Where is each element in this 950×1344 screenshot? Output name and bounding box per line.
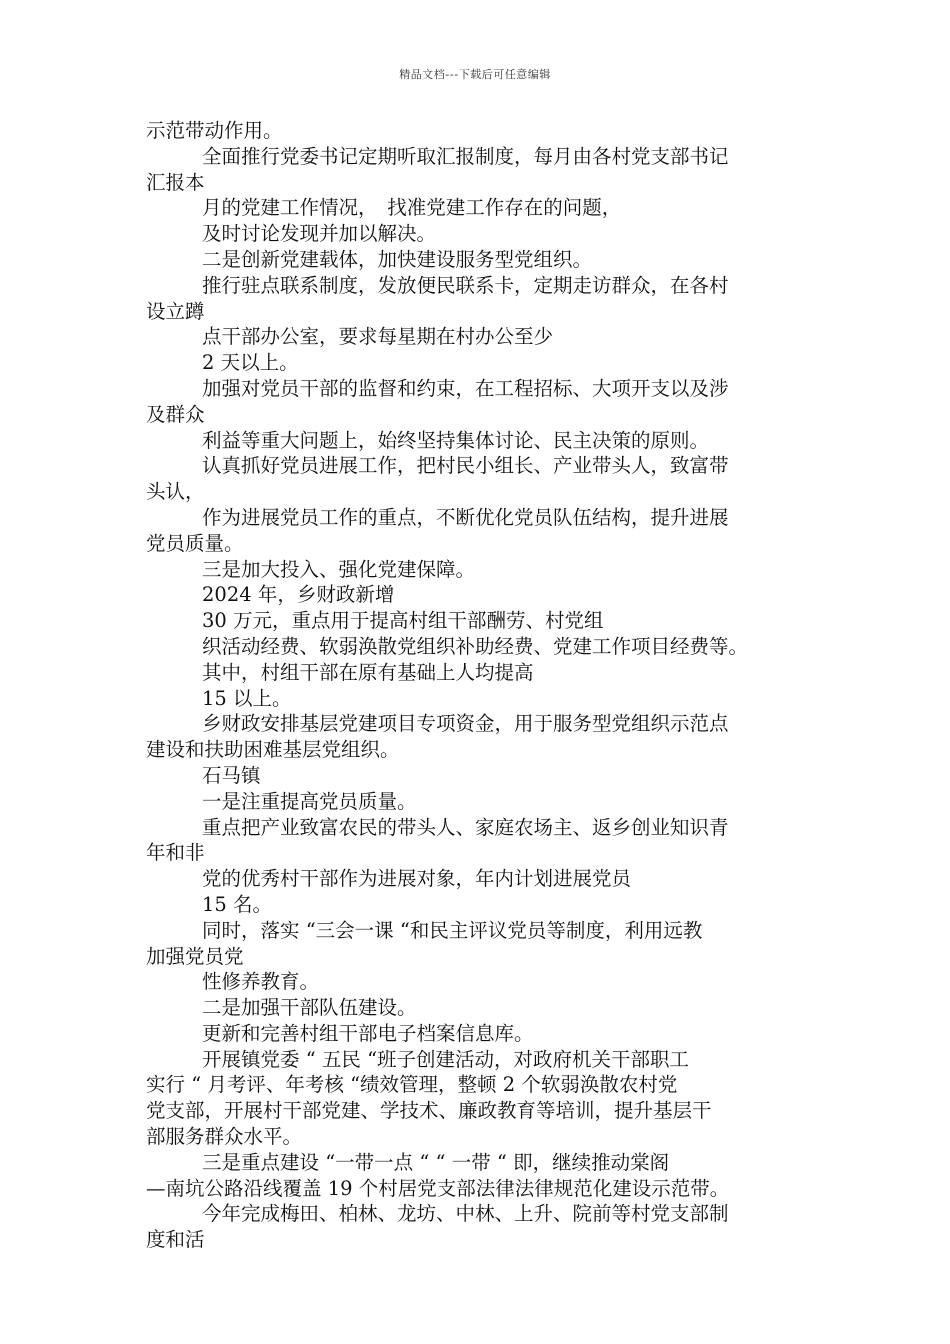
text-line: 二是加强干部队伍建设。 [202,996,417,1020]
text-line: —南坑公路沿线覆盖 19 个村居党支部法律法律规范化建设示范带。 [146,1176,730,1200]
page-header: 精品文档---下载后可任意编辑 [399,68,551,81]
text-line: 2024 年，乡财政新增 [202,583,395,607]
text-line: 15 以上。 [202,686,292,710]
text-line: 性修养教育。 [202,970,320,994]
text-line: 乡财政安排基层党建项目专项资金，用于服务型党组织示范点 [202,712,729,736]
text-line: 石马镇 [202,763,261,787]
text-line: 推行驻点联系制度，发放便民联系卡，定期走访群众，在各村 [202,273,729,297]
text-line: 二是创新党建载体，加快建设服务型党组织。 [202,247,593,271]
text-line: 加强对党员干部的监督和约束，在工程招标、大项开支以及涉 [202,376,729,400]
text-line: 全面推行党委书记定期听取汇报制度，每月由各村党支部书记 [202,144,729,168]
text-line: 党支部，开展村干部党建、学技术、廉政教育等培训，提升基层干 [146,1099,712,1123]
document-body [146,118,812,1253]
text-line: 作为进展党员工作的重点，不断优化党员队伍结构，提升进展 [202,505,729,529]
text-line: 开展镇党委 “ 五民 “班子创建活动，对政府机关干部职工 [202,1047,690,1071]
text-line: 月的党建工作情况， 找准党建工作存在的问题， [202,196,622,220]
text-line: 15 名。 [202,892,273,916]
text-line: 利益等重大问题上，始终坚持集体讨论、民主决策的原则。 [202,428,710,452]
text-line: 实行 “ 月考评、年考核 “绩效管理，整顿 2 个软弱涣散农村党 [146,1073,678,1097]
text-line: 及时讨论发现并加以解决。 [202,222,437,246]
text-line: 加强党员党 [146,944,244,968]
text-line: 建设和扶助困难基层党组织。 [146,738,400,762]
text-line: 党员质量。 [146,531,244,555]
text-line: 示范带动作用。 [146,119,283,142]
text-line: 年和非 [146,841,205,865]
text-line: 及群众 [146,402,205,426]
text-line: 今年完成梅田、柏林、龙坊、中林、上升、院前等村党支部制 [202,1202,729,1226]
text-line: 认真抓好党员进展工作，把村民小组长、产业带头人，致富带 [202,454,729,478]
text-line: 汇报本 [146,170,205,194]
text-line: 重点把产业致富农民的带头人、家庭农场主、返乡创业知识青 [202,815,729,839]
text-line: 30 万元，重点用于提高村组干部酬劳、村党组 [202,609,604,633]
text-line: 同时，落实 “三会一课 “和民主评议党员等制度，利用远教 [202,918,703,942]
text-line: 党的优秀村干部作为进展对象，年内计划进展党员 [202,867,632,891]
text-line: 2 天以上。 [202,351,299,375]
text-line: 三是加大投入、强化党建保障。 [202,557,476,581]
text-line: 更新和完善村组干部电子档案信息库。 [202,1021,534,1045]
text-line: 三是重点建设 “一带一点 “ “ 一带 “ 即，继续推动棠阁 [202,1150,670,1174]
text-line: 一是注重提高党员质量。 [202,789,417,813]
text-line: 度和活 [146,1228,205,1252]
text-line: 设立蹲 [146,299,205,323]
text-line: 织活动经费、软弱涣散党组织补助经费、党建工作项目经费等。 [202,634,749,658]
text-line: 头认， [146,480,205,504]
text-line: 部服务群众水平。 [146,1125,303,1149]
text-line: 点干部办公室，要求每星期在村办公至少 [202,325,554,349]
text-line: 其中，村组干部在原有基础上人均提高 [202,660,534,684]
